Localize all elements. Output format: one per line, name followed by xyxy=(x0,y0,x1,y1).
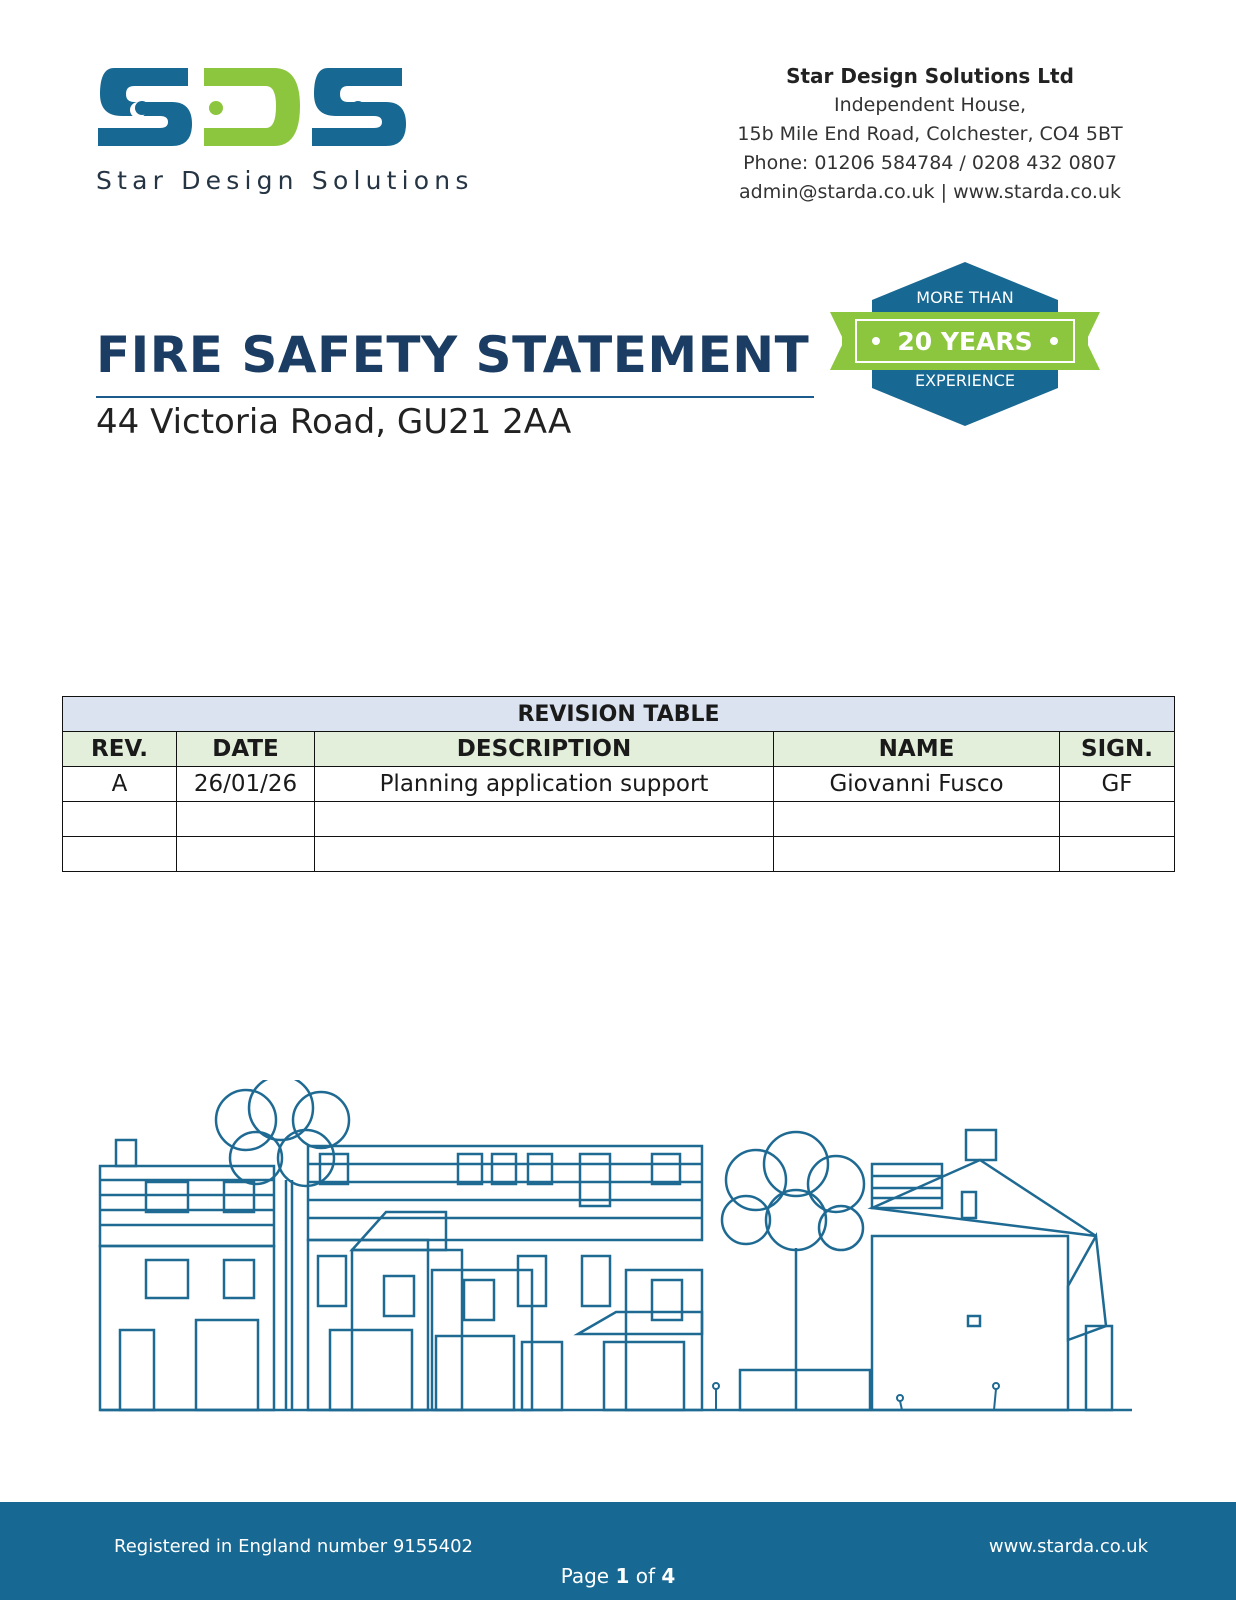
cell-name: Giovanni Fusco xyxy=(774,767,1060,802)
house-left xyxy=(100,1140,274,1410)
cell-sign xyxy=(1060,837,1175,872)
cell-description xyxy=(315,802,774,837)
page-prefix: Page xyxy=(560,1564,610,1588)
company-name: Star Design Solutions Ltd xyxy=(786,64,1074,88)
people xyxy=(713,1383,999,1410)
cell-date: 26/01/26 xyxy=(177,767,315,802)
column-header-description: DESCRIPTION xyxy=(315,732,774,767)
badge-line-1: MORE THAN xyxy=(916,288,1014,307)
cell-description xyxy=(315,837,774,872)
cell-sign xyxy=(1060,802,1175,837)
page-number xyxy=(0,1564,1236,1588)
cell-name xyxy=(774,802,1060,837)
page-current: 1 xyxy=(615,1564,630,1588)
cell-date xyxy=(177,802,315,837)
cell-sign: GF xyxy=(1060,767,1175,802)
cell-name xyxy=(774,837,1060,872)
cell-rev: A xyxy=(63,767,177,802)
logo-mark xyxy=(98,68,406,146)
experience-badge xyxy=(830,260,1100,428)
document-title: FIRE SAFETY STATEMENT xyxy=(96,326,810,384)
badge-dot-right xyxy=(1050,337,1058,345)
column-header-rev: REV. xyxy=(63,732,177,767)
column-header-sign: SIGN. xyxy=(1060,732,1175,767)
revision-table-caption: REVISION TABLE xyxy=(63,697,1175,732)
company-info xyxy=(700,62,1160,207)
address-line-1: Independent House, xyxy=(833,94,1027,116)
badge-line-2: 20 YEARS xyxy=(897,327,1033,356)
footer-website-link[interactable]: www.starda.co.uk xyxy=(988,1536,1148,1557)
registration-text: Registered in England number 9155402 xyxy=(114,1536,473,1557)
revision-table xyxy=(62,696,1175,872)
table-row xyxy=(63,837,1175,872)
badge-dot-left xyxy=(872,337,880,345)
table-row xyxy=(63,767,1175,802)
cell-date xyxy=(177,837,315,872)
badge-line-3: EXPERIENCE xyxy=(914,371,1016,390)
phone-line: Phone: 01206 584784 / 0208 432 0807 xyxy=(743,152,1117,174)
page-of: of xyxy=(635,1564,656,1588)
page-total: 4 xyxy=(661,1564,676,1588)
house-right xyxy=(872,1130,1112,1410)
house-terrace xyxy=(308,1146,702,1410)
cell-rev xyxy=(63,802,177,837)
column-header-name: NAME xyxy=(774,732,1060,767)
email-link[interactable]: admin@starda.co.uk xyxy=(738,181,935,203)
cell-rev xyxy=(63,837,177,872)
column-header-date: DATE xyxy=(177,732,315,767)
page-footer xyxy=(0,1502,1236,1600)
contact-line xyxy=(700,178,1160,207)
logo-caption: Star Design Solutions xyxy=(96,166,474,195)
cell-description: Planning application support xyxy=(315,767,774,802)
house-elevation-illustration xyxy=(96,1080,1136,1416)
document-subtitle: 44 Victoria Road, GU21 2AA xyxy=(96,402,572,442)
address-line-2: 15b Mile End Road, Colchester, CO4 5BT xyxy=(737,123,1123,145)
fence xyxy=(740,1370,870,1410)
website-link[interactable]: www.starda.co.uk xyxy=(953,181,1122,203)
tree-right xyxy=(722,1132,864,1410)
title-underline xyxy=(96,396,814,398)
table-row xyxy=(63,802,1175,837)
contact-separator: | xyxy=(940,181,948,203)
